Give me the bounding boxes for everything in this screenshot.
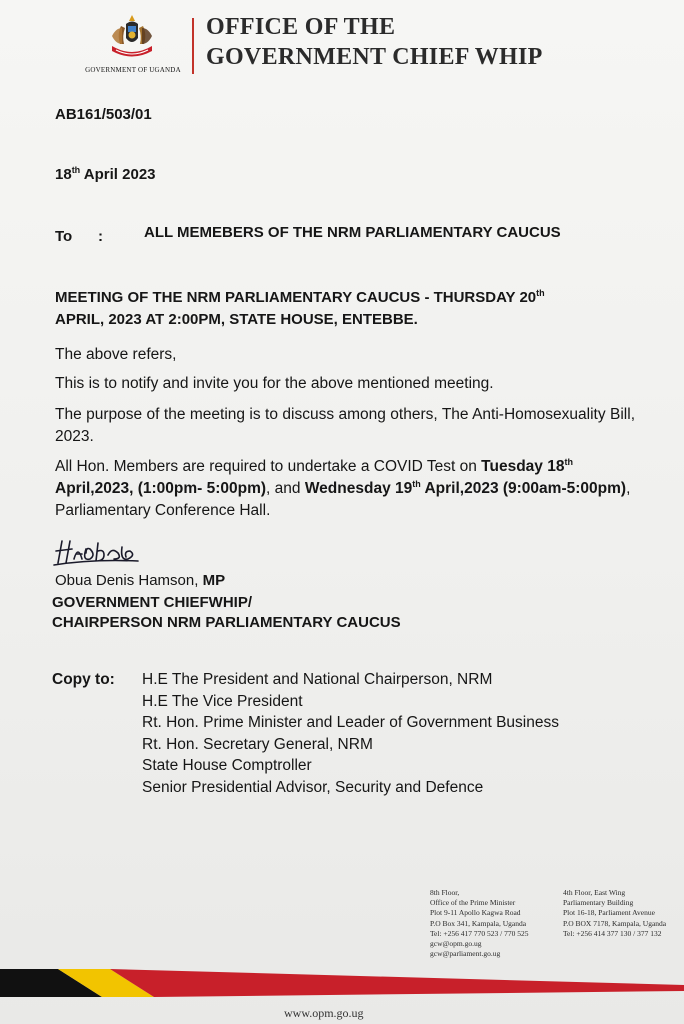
office-title-line1: OFFICE OF THE bbox=[206, 14, 396, 40]
address-line: 8th Floor, bbox=[430, 888, 460, 897]
address-line: 4th Floor, East Wing bbox=[563, 888, 626, 897]
letterhead-divider bbox=[192, 18, 194, 74]
body-paragraph-1: The above refers, bbox=[55, 346, 177, 363]
copy-to-item: H.E The Vice President bbox=[142, 692, 303, 710]
copy-to-item: Senior Presidential Advisor, Security and Defence bbox=[142, 778, 484, 796]
date-rest: April 2023 bbox=[80, 166, 156, 183]
heading-part2: APRIL, 2023 AT 2:00PM, STATE HOUSE, ENTEBBE. bbox=[55, 311, 418, 328]
address-line: Plot 16-18, Parliament Avenue bbox=[563, 908, 655, 918]
p4-tuesday: Tuesday 18 bbox=[481, 458, 565, 475]
meeting-heading bbox=[55, 287, 665, 331]
date-day: 18 bbox=[55, 166, 72, 183]
signature-mark bbox=[52, 535, 144, 571]
address-line: Tel: +256 417 770 523 / 770 525 bbox=[430, 928, 529, 938]
signatory-name bbox=[55, 572, 225, 589]
p4-wednesday-time: April,2023 (9:00am-5:00pm) bbox=[420, 480, 627, 497]
copy-to-item: H.E The President and National Chairperson, NRM bbox=[142, 671, 493, 688]
recipients: ALL MEMEBERS OF THE NRM PARLIAMENTARY CAUCUS bbox=[144, 224, 561, 241]
address-line: gcw@parliament.go.ug bbox=[430, 949, 501, 959]
government-of-uganda-label: GOVERNMENT OF UGANDA bbox=[85, 66, 181, 74]
p4-venue: , Parliamentary Conference Hall. bbox=[55, 480, 631, 519]
body-paragraph-3: The purpose of the meeting is to discuss among others, The Anti-Homosexuality Bill, 2023. bbox=[55, 406, 635, 445]
p4-wednesday: Wednesday 19 bbox=[304, 480, 413, 497]
to-label: To bbox=[55, 228, 73, 245]
p4-tuesday-sup: th bbox=[564, 456, 573, 467]
heading-part1: MEETING OF THE NRM PARLIAMENTARY CAUCUS - THURSDAY 20 bbox=[55, 289, 537, 306]
copy-to-item: Rt. Hon. Prime Minister and Leader of Government Business bbox=[142, 714, 559, 732]
footer-address-opm bbox=[430, 888, 529, 959]
signatory-title-2: CHAIRPERSON NRM PARLIAMENTARY CAUCUS bbox=[52, 614, 401, 631]
copy-to-list bbox=[142, 669, 559, 799]
p4-text-a: All Hon. Members are required to undertake a COVID Test on bbox=[55, 458, 482, 475]
signatory-title-1: GOVERNMENT CHIEFWHIP/ bbox=[52, 594, 253, 611]
office-title bbox=[206, 12, 543, 72]
p4-text-and: , and bbox=[266, 480, 305, 497]
flag-color-band bbox=[0, 969, 684, 997]
office-title-line2: GOVERNMENT CHIEF WHIP bbox=[206, 44, 543, 70]
p4-tuesday-time: April,2023, (1:00pm- 5:00pm) bbox=[55, 480, 267, 497]
letter-date bbox=[55, 166, 156, 183]
date-suffix: th bbox=[71, 165, 81, 175]
copy-to-item: Rt. Hon. Secretary General, NRM bbox=[142, 735, 373, 753]
address-line: P.O BOX 7178, Kampala, Uganda bbox=[563, 918, 667, 928]
band-red bbox=[110, 969, 684, 997]
copy-to-item: State House Comptroller bbox=[142, 757, 312, 775]
address-line: Tel: +256 414 377 130 / 377 132 bbox=[563, 928, 662, 938]
address-line: Office of the Prime Minister bbox=[430, 898, 516, 908]
address-line: Plot 9-11 Apollo Kagwa Road bbox=[430, 908, 521, 918]
signatory-mp: MP bbox=[202, 572, 226, 589]
p4-wednesday-sup: th bbox=[412, 478, 421, 489]
body-paragraph-4 bbox=[55, 456, 640, 522]
uganda-coat-of-arms-icon bbox=[104, 14, 160, 64]
website-link[interactable]: www.opm.go.ug bbox=[284, 1006, 364, 1020]
address-line: gcw@opm.go.ug bbox=[430, 939, 482, 949]
heading-sup: th bbox=[536, 288, 545, 298]
signatory-name-text: Obua Denis Hamson, bbox=[55, 572, 203, 589]
address-line: Parliamentary Building bbox=[563, 898, 634, 908]
to-colon: : bbox=[98, 228, 103, 245]
body-paragraph-2: This is to notify and invite you for the above mentioned meeting. bbox=[55, 375, 494, 392]
copy-to-label: Copy to: bbox=[52, 671, 115, 688]
address-line: P.O Box 341, Kampala, Uganda bbox=[430, 918, 527, 928]
reference-number: AB161/503/01 bbox=[55, 106, 152, 123]
footer-address-parliament bbox=[563, 888, 666, 939]
